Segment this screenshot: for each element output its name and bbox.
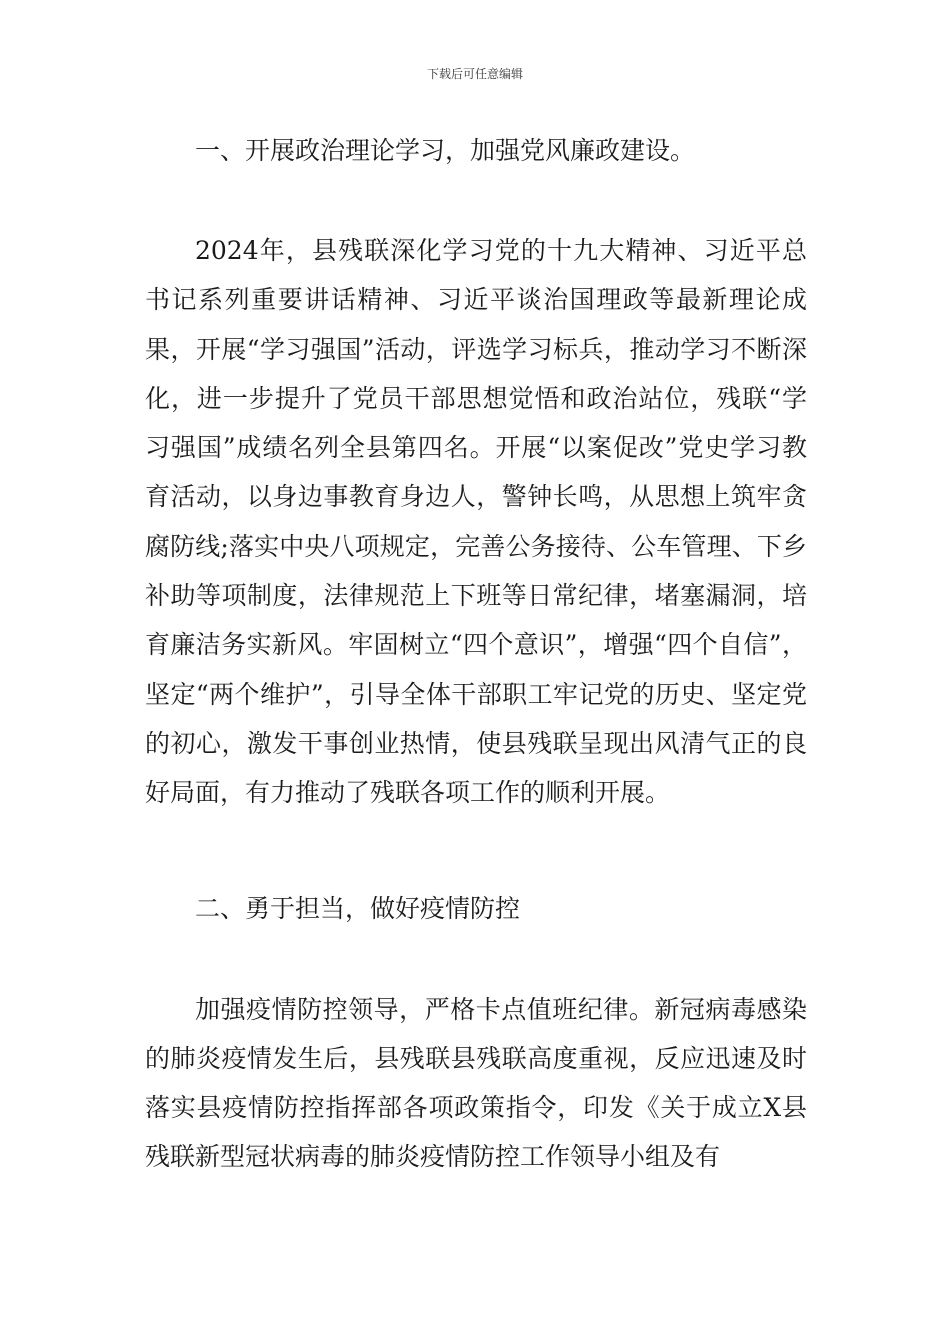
section-paragraph-1: 2024年，县残联深化学习党的十九大精神、习近平总书记系列重要讲话精神、习近平谈治国理政等最新理论成果，开展“学习强国”活动，评选学习标兵，推动学习不断深化，进一步提升了党员干部思想觉悟和政治站位，残联“学习强国”成绩名列全县第四名。开展“以案促改”党史学习教育活动，以身边事教育身边人，警钟长鸣，从思想上筑牢贪腐防线;落实中央八项规定，完善公务接待、公车管理、下乡补助等项制度，法律规范上下班等日常纪律，堵塞漏洞，培育廉洁务实新风。牢固树立“四个意识”，增强“四个自信”，坚定“两个维护”，引导全体干部职工牢记党的历史、坚定党的初心，激发干事创业热情，使县残联呈现出风清气正的良好局面，有力推动了残联各项工作的顺利开展。	[145, 236, 807, 808]
document-body	[145, 126, 807, 1182]
section-heading-2: 二、勇于担当，做好疫情防控	[195, 893, 521, 923]
page-header: 下载后可任意编辑	[426, 67, 523, 81]
section-heading-1: 一、开展政治理论学习，加强党风廉政建设。	[195, 136, 696, 165]
section-paragraph-2: 加强疫情防控领导，严格卡点值班纪律。新冠病毒感染的肺炎疫情发生后，县残联县残联高度重视，反应迅速及时落实县疫情防控指挥部各项政策指令，印发《关于成立X县残联新型冠状病毒的肺炎疫情防控工作领导小组及有	[145, 994, 807, 1172]
